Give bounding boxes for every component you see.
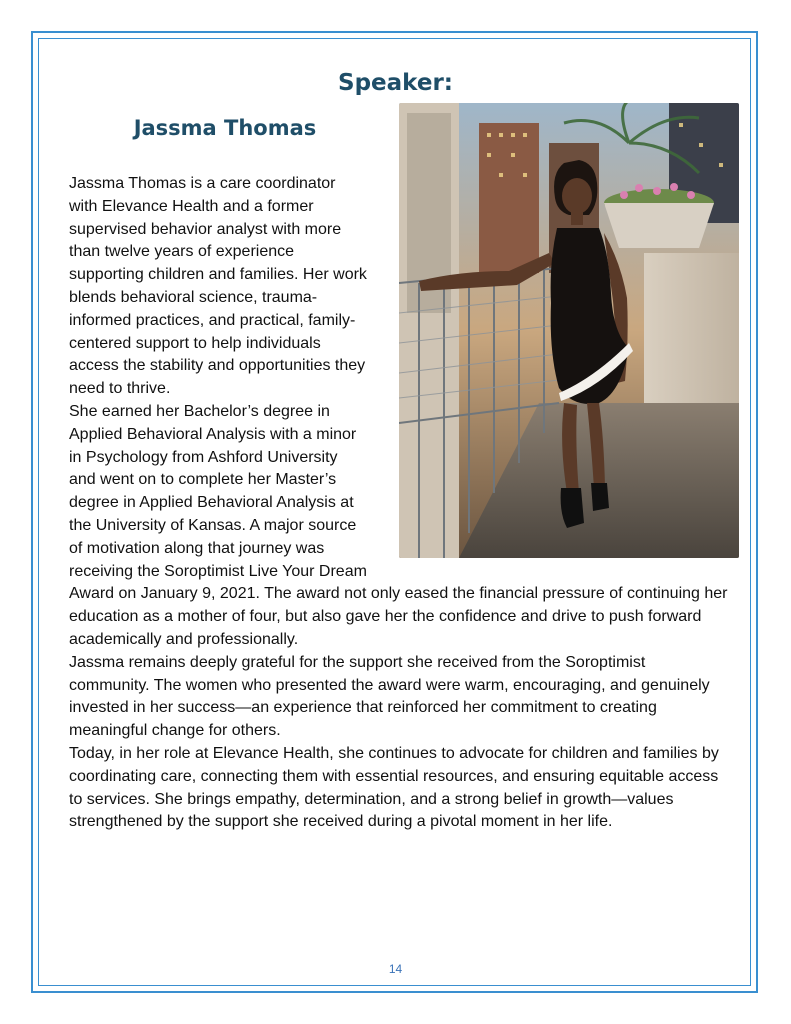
bio-paragraph-2: She earned her Bachelor’s degree in Applied Behavioral Analysis with a minor in Psychology from Ashford University and went on to complete her Master’s degree in Applied Behavioral Analysis at the University of Kansas. A major source of motivation along that journey was receiving the Soroptimist Live Your Dream Award on January 9, 2021. The award not only eased the financial pressure of continuing her education as a mother of four, but also gave her the confidence and drive to push forward academically and professionally.: [69, 402, 728, 648]
photo-wrap-spacer: [368, 173, 730, 562]
speaker-heading: Speaker:: [338, 70, 453, 96]
speaker-name: Jassma Thomas: [133, 116, 317, 140]
bio-paragraph-3: Jassma remains deeply grateful for the support she received from the Soroptimist community. The women who presented the award were warm, encouraging, and genuinely invested in her success—an experience that reinforced her commitment to creating meaningful change for others.: [69, 653, 710, 740]
bio-paragraph-4: Today, in her role at Elevance Health, she continues to advocate for children and families by coordinating care, connecting them with essential resources, and ensuring equitable access to services. She brings empathy, determination, and a strong belief in growth—values strengthened by the support she received during a pivotal moment in her life.: [69, 744, 719, 831]
page-number: 14: [388, 962, 403, 976]
bio-paragraph-1: Jassma Thomas is a care coordinator with Elevance Health and a former supervised behavior analyst with more than twelve years of experience supporting children and families. Her work blends behavioral science, trauma-informed practices, and practical, family-centered support to help individuals access the stability and opportunities they need to thrive.: [69, 175, 367, 398]
speaker-bio: [69, 173, 730, 834]
